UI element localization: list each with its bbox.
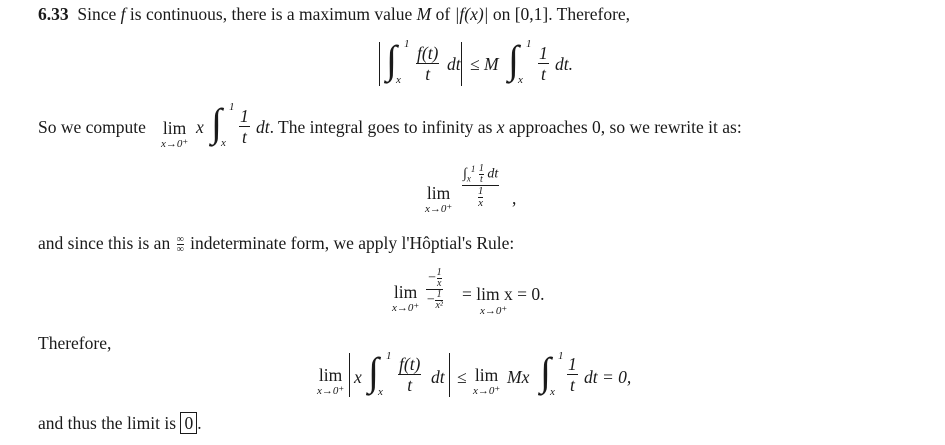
equation-4: lim x→0⁺ x ∫ 1 x $\frac{f(t)}{t}$ dt ≤ lim x→0⁺ Mx ∫ 1 x $\frac{1}{t}$ dt = 0,: [317, 349, 632, 398]
equation-3: lim x→0⁺ − $\frac{1}{x}$ − $\frac{1}{\text{x²}}$ = lim x = 0. x→0⁺: [392, 267, 545, 317]
boxed-answer: 0: [180, 412, 197, 434]
problem-number: 6.33: [38, 4, 69, 24]
equation-1: ∫ 1 x $\frac{f(t)}{t}$ dt ≤ M ∫ 1 x $\frac{1}{t}$ dt.: [0, 0, 945, 100]
conclusion: and thus the limit is 0 .: [38, 413, 202, 433]
problem-intro: 6.33 Since f is continuous, there is a maximum value M of |f(x)| on [0,1]. Therefore,: [38, 4, 631, 24]
paragraph-2: So we compute lim x→0⁺ x ∫ 1 x $\frac{1}{t}$ dt. The integral goes to infinity as x approaches 0, so we rewrite it as:: [38, 100, 742, 150]
therefore-text: Therefore,: [38, 333, 112, 353]
equation-2: lim x→0⁺ $\int_x^1$ $\frac{1}{t}$ dt $\frac{1}{x}$ ,: [425, 163, 517, 215]
paragraph-3: and since this is an ∞ ∞ indeterminate form, we apply l'Hôptial's Rule:: [38, 233, 515, 256]
